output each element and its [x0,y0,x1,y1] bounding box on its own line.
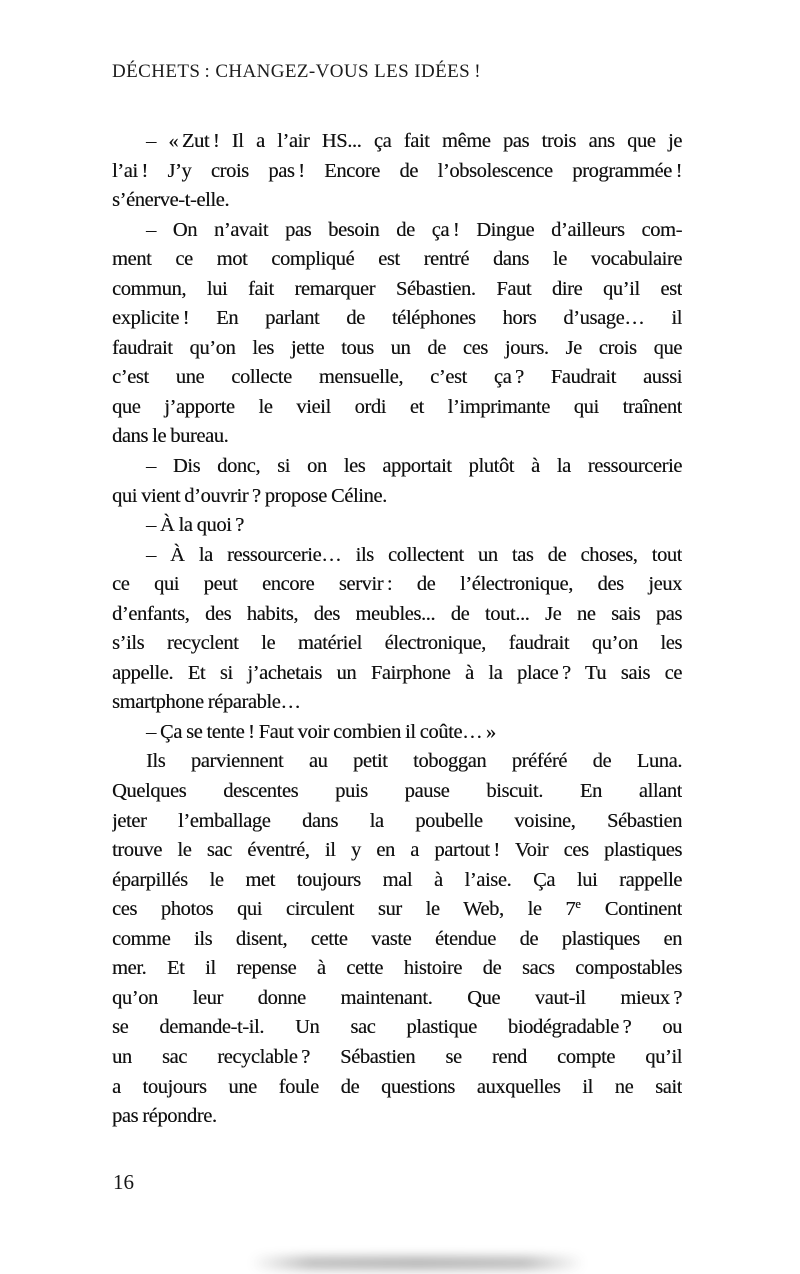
text-line: qui vient d’ouvrir ? propose Céline. [112,484,387,507]
text-line: jeter l’emballage dans la poubelle voisine, Sébastien [112,809,682,832]
text-line: – « Zut ! Il a l’air HS... ça fait même pas trois ans que je [146,130,682,152]
text-line: mer. Et il repense à cette histoire de sacs compostables [112,957,682,980]
text-line: Ils parviennent au petit toboggan préféré de Luna. [146,750,682,773]
text-line: un sac recyclable ? Sébastien se rend compte qu’il [112,1045,682,1068]
text-line: appelle. Et si j’achetais un Fairphone à la place ? Tu sais ce [112,661,682,684]
text-line: l’ai ! J’y crois pas ! Encore de l’obsolescence programmée ! [112,159,682,182]
text-line: – Dis donc, si on les apportait plutôt à la ressourcerie [146,455,682,478]
text-line: éparpillés le met toujours mal à l’aise. Ça lui rappelle [112,868,682,891]
text-line: ces photos qui circulent sur le Web, le 7e Continent [112,897,682,921]
text-line: – On n’avait pas besoin de ça ! Dingue d’ailleurs com- [146,218,682,241]
text-line: commun, lui fait remarquer Sébastien. Faut dire qu’il est [112,277,682,300]
text-line: que j’apporte le vieil ordi et l’imprimante qui traînent [112,395,682,418]
text-line: – Ça se tente ! Faut voir combien il coûte… » [146,720,496,743]
text-line: explicite ! En parlant de téléphones hors d’usage… il [112,307,682,330]
page-number: 16 [113,1170,134,1194]
text-line: Quelques descentes puis pause biscuit. En allant [112,780,682,803]
text-line: comme ils disent, cette vaste étendue de plastiques en [112,927,682,950]
text-line: c’est une collecte mensuelle, c’est ça ? Faudrait aussi [112,366,682,389]
text-line: pas répondre. [112,1105,217,1128]
text-line: d’enfants, des habits, des meubles... de tout... Je ne sais pas [112,602,682,625]
text-line: se demande-t-il. Un sac plastique biodégradable ? ou [112,1016,682,1039]
text-line: smartphone réparable… [112,691,301,714]
text-line: – À la quoi ? [146,514,244,537]
text-line: ce qui peut encore servir : de l’électronique, des jeux [112,573,682,596]
bottom-scan-artifact [250,1256,585,1270]
text-line: a toujours une foule de questions auxquelles il ne sait [112,1075,682,1098]
running-header: DÉCHETS : CHANGEZ-VOUS LES IDÉES ! [112,61,481,82]
text-line: – À la ressourcerie… ils collectent un tas de choses, tout [146,543,682,566]
text-line: faudrait qu’on les jette tous un de ces jours. Je crois que [112,336,682,359]
text-line: ment ce mot compliqué est rentré dans le vocabulaire [112,248,682,271]
superscript-ordinal: e [575,897,581,912]
text-line: qu’on leur donne maintenant. Que vaut-il mieux ? [112,986,682,1009]
text-line: s’ils recyclent le matériel électronique, faudrait qu’on les [112,632,682,655]
text-line: trouve le sac éventré, il y en a partout ! Voir ces plastiques [112,839,682,862]
text-line: dans le bureau. [112,425,229,448]
text-line: s’énerve-t-elle. [112,189,230,212]
body-text [112,127,682,1132]
